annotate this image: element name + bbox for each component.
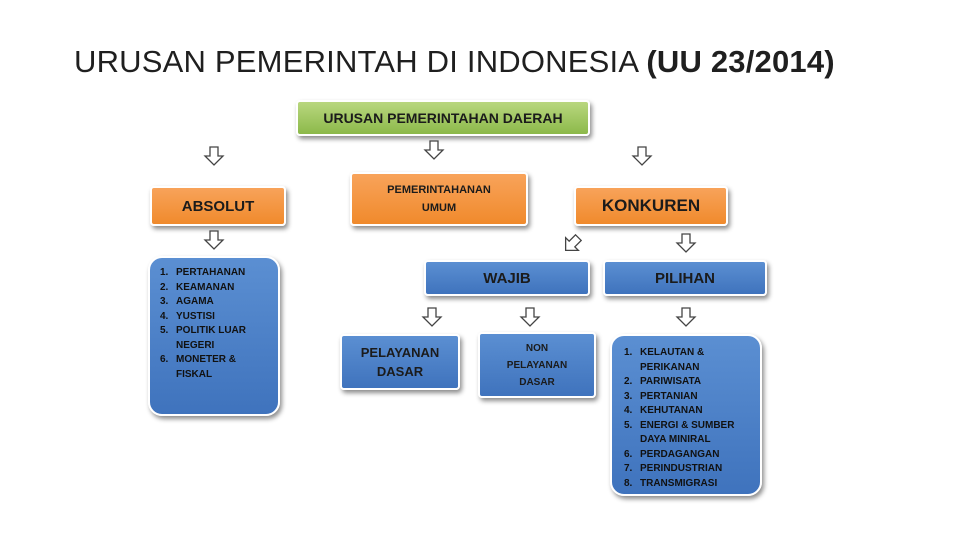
arrow-down-icon bbox=[677, 234, 695, 252]
absolut-item-number: 1. bbox=[160, 267, 169, 278]
pilihan-item-text: KELAUTAN & PERIKANAN bbox=[640, 347, 705, 373]
pilihan-item-text: ENERGI & SUMBER DAYA MINIRAL bbox=[640, 419, 735, 445]
pilihan-item-text: KEHUTANAN bbox=[640, 405, 703, 416]
arrow-down-icon bbox=[633, 147, 651, 165]
pilihan-item-text: PERTANIAN bbox=[640, 390, 698, 402]
node-non-pelayanan-dasar-line-1: NON bbox=[525, 342, 549, 354]
pilihan-item-text: PERDAGANGAN bbox=[640, 448, 720, 460]
pilihan-item-number: 4. bbox=[624, 405, 633, 416]
arrow-down-icon bbox=[205, 231, 223, 249]
node-wajib-label: WAJIB bbox=[483, 269, 531, 287]
pilihan-item-number: 7. bbox=[624, 463, 633, 474]
pilihan-item-text: PERINDUSTRIAN bbox=[640, 463, 723, 474]
node-absolut-label: ABSOLUT bbox=[181, 197, 255, 215]
pilihan-item-number: 6. bbox=[624, 448, 633, 460]
absolut-item-text: KEAMANAN bbox=[176, 281, 235, 293]
node-non-pelayanan-dasar-line-3: DASAR bbox=[519, 376, 555, 388]
node-pemerintahan-umum-line-2: UMUM bbox=[421, 202, 457, 214]
title-main: URUSAN PEMERINTAH DI INDONESIA bbox=[74, 44, 647, 79]
node-pelayanan-dasar-line-1: PELAYANAN bbox=[360, 345, 440, 360]
arrow-down-icon bbox=[677, 308, 695, 326]
arrow-diagonal-icon bbox=[559, 231, 584, 256]
pilihan-item-number: 2. bbox=[624, 376, 633, 387]
absolut-item-text: POLITIK LUAR NEGERI bbox=[176, 325, 246, 351]
pilihan-item-number: 8. bbox=[624, 477, 633, 489]
root-node-label: URUSAN PEMERINTAHAN DAERAH bbox=[323, 110, 563, 126]
arrow-down-icon bbox=[425, 141, 443, 159]
pilihan-item-text: PARIWISATA bbox=[640, 376, 702, 387]
absolut-item-number: 3. bbox=[160, 296, 169, 307]
node-pilihan-label: PILIHAN bbox=[655, 269, 715, 287]
absolut-item-text: PERTAHANAN bbox=[176, 267, 246, 278]
arrow-down-icon bbox=[521, 308, 539, 326]
arrow-down-icon bbox=[423, 308, 441, 326]
pilihan-item-number: 1. bbox=[624, 347, 633, 358]
absolut-item-text: YUSTISI bbox=[176, 310, 215, 322]
absolut-item-number: 5. bbox=[160, 325, 169, 336]
pilihan-item-number: 3. bbox=[624, 390, 633, 402]
title-law-reference: (UU 23/2014) bbox=[646, 44, 835, 79]
absolut-item-text: AGAMA bbox=[176, 296, 214, 307]
node-non-pelayanan-dasar-line-2: PELAYANAN bbox=[506, 359, 568, 371]
node-pelayanan-dasar-line-2: DASAR bbox=[376, 364, 424, 379]
pilihan-item-text: TRANSMIGRASI bbox=[640, 477, 718, 489]
absolut-item-text: MONETER & FISKAL bbox=[176, 354, 236, 380]
absolut-item-number: 4. bbox=[160, 310, 169, 322]
arrow-down-icon bbox=[205, 147, 223, 165]
absolut-item-number: 6. bbox=[160, 354, 169, 365]
node-pemerintahan-umum-line-1: PEMERINTAHANAN bbox=[387, 184, 491, 196]
absolut-item-number: 2. bbox=[160, 281, 169, 293]
pilihan-item-number: 5. bbox=[624, 419, 633, 431]
node-konkuren-label: KONKUREN bbox=[601, 196, 701, 215]
